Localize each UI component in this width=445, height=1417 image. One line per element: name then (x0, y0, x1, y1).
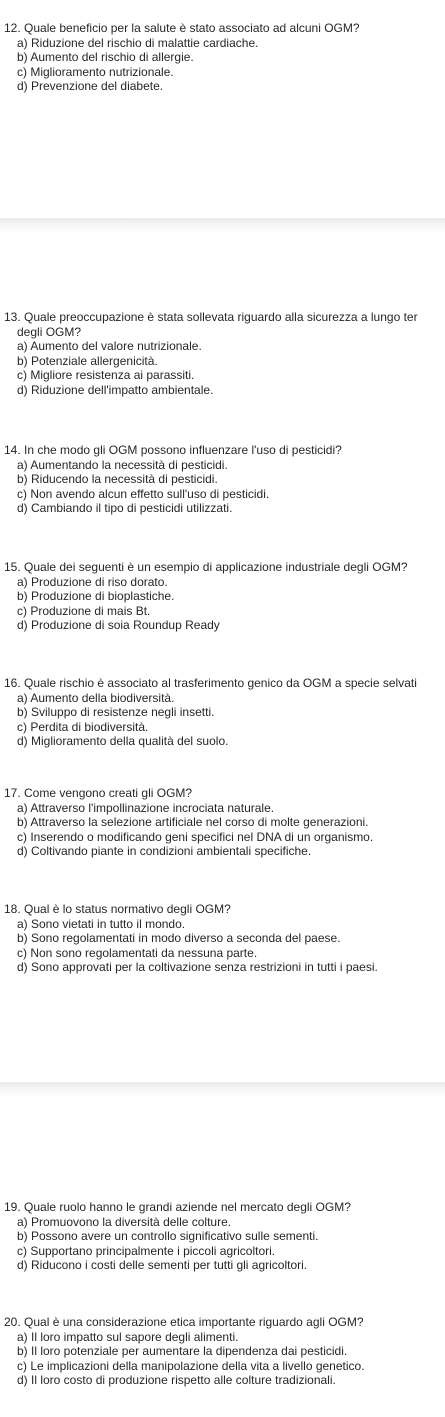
answer-option: c) Perdita di biodiversità. (17, 719, 149, 734)
answer-option: d) Produzione di soia Roundup Ready (17, 618, 220, 632)
question-text: 19. Quale ruolo hanno le grandi aziende nel mercato degli OGM? (4, 1200, 351, 1214)
question-block (4, 676, 445, 749)
answer-option: a) Riduzione del rischio di malattie cardiache. (17, 35, 259, 50)
answer-option: a) Aumento della biodiversità. (17, 690, 175, 705)
answer-option: a) Produzione di riso dorato. (17, 574, 168, 589)
answer-option: d) Sono approvati per la coltivazione senza restrizioni in tutti i paesi. (17, 960, 378, 974)
answer-option: b) Possono avere un controllo significativo sulle sementi. (17, 1229, 319, 1243)
answer-options (4, 1215, 445, 1273)
answer-option: b) Attraverso la selezione artificiale nel corso di molte generazioni. (17, 815, 369, 829)
answer-option: b) Sviluppo di resistenze negli insetti. (17, 705, 215, 719)
answer-option: c) Miglioramento nutrizionale. (17, 64, 174, 79)
answer-option: b) Aumento del rischio di allergie. (17, 50, 194, 64)
question-text: 20. Qual è una considerazione etica importante riguardo agli OGM? (4, 1315, 364, 1329)
answer-options (4, 36, 445, 94)
question-block (4, 786, 445, 859)
question-block (4, 1200, 445, 1273)
answer-options (4, 575, 445, 633)
answer-option: d) Riducono i costi delle sementi per tutti gli agricoltori. (17, 1258, 308, 1272)
answer-option: a) Sono vietati in tutto il mondo. (17, 916, 186, 931)
answer-option: c) Non avendo alcun effetto sull'uso di pesticidi. (17, 486, 270, 501)
question-text: 17. Come vengono creati gli OGM? (4, 786, 193, 800)
question-text: 12. Quale beneficio per la salute è stato associato ad alcuni OGM? (4, 21, 360, 35)
answer-option: d) Cambiando il tipo di pesticidi utilizzati. (17, 501, 233, 515)
answer-option: d) Il loro costo di produzione rispetto alle colture tradizionali. (17, 1373, 336, 1387)
answer-option: b) Il loro potenziale per aumentare la dipendenza dai pesticidi. (17, 1344, 348, 1358)
answer-option: b) Riducendo la necessità di pesticidi. (17, 472, 218, 486)
answer-option: c) Migliore resistenza ai parassiti. (17, 368, 195, 382)
answer-option: a) Aumento del valore nutrizionale. (17, 339, 202, 353)
question-text-continuation (4, 325, 445, 340)
page-separator (0, 1082, 445, 1098)
page-separator (0, 218, 445, 234)
answer-option: c) Supportano principalmente i piccoli agricoltori. (17, 1243, 276, 1258)
answer-option: c) Inserendo o modificando geni specifici nel DNA di un organismo. (17, 829, 374, 844)
answer-options (4, 691, 445, 749)
answer-option: a) Il loro impatto sul sapore degli alimenti. (17, 1329, 239, 1344)
question-text: 13. Quale preoccupazione è stata sollevata riguardo alla sicurezza a lungo ter (4, 310, 418, 324)
answer-options (4, 917, 445, 975)
answer-option: a) Aumentando la necessità di pesticidi. (17, 457, 228, 472)
question-text: 15. Quale dei seguenti è un esempio di applicazione industriale degli OGM? (4, 560, 408, 574)
answer-options (4, 339, 445, 397)
answer-option: c) Non sono regolamentati da nessuna parte. (17, 945, 258, 960)
question-block (4, 1315, 445, 1388)
answer-option: b) Potenziale allergenicità. (17, 353, 158, 368)
answer-options (4, 1330, 445, 1388)
answer-option: a) Promuovono la diversità delle colture. (17, 1214, 232, 1229)
answer-option: b) Sono regolamentati in modo diverso a seconda del paese. (17, 931, 341, 945)
question-block (4, 560, 445, 633)
question-text: 16. Quale rischio è associato al trasferimento genico da OGM a specie selvati (4, 676, 417, 690)
answer-option: a) Attraverso l'impollinazione incrociata naturale. (17, 800, 275, 815)
answer-option: b) Produzione di bioplastiche. (17, 589, 175, 603)
answer-option: c) Le implicazioni della manipolazione della vita a livello genetico. (17, 1358, 365, 1373)
answer-option: d) Miglioramento della qualità del suolo. (17, 734, 229, 748)
answer-options (4, 458, 445, 516)
question-block (4, 21, 445, 94)
answer-options (4, 801, 445, 859)
question-text-cont: degli OGM? (17, 324, 82, 339)
answer-option: c) Produzione di mais Bt. (17, 603, 151, 618)
answer-option: d) Prevenzione del diabete. (17, 79, 164, 93)
question-text: 14. In che modo gli OGM possono influenzare l'uso di pesticidi? (4, 443, 342, 457)
question-text: 18. Qual è lo status normativo degli OGM? (4, 902, 231, 916)
question-block (4, 443, 445, 516)
question-block (4, 902, 445, 975)
answer-option: d) Riduzione dell'impatto ambientale. (17, 382, 214, 397)
question-block (4, 310, 445, 397)
answer-option: d) Coltivando piante in condizioni ambientali specifiche. (17, 844, 312, 858)
